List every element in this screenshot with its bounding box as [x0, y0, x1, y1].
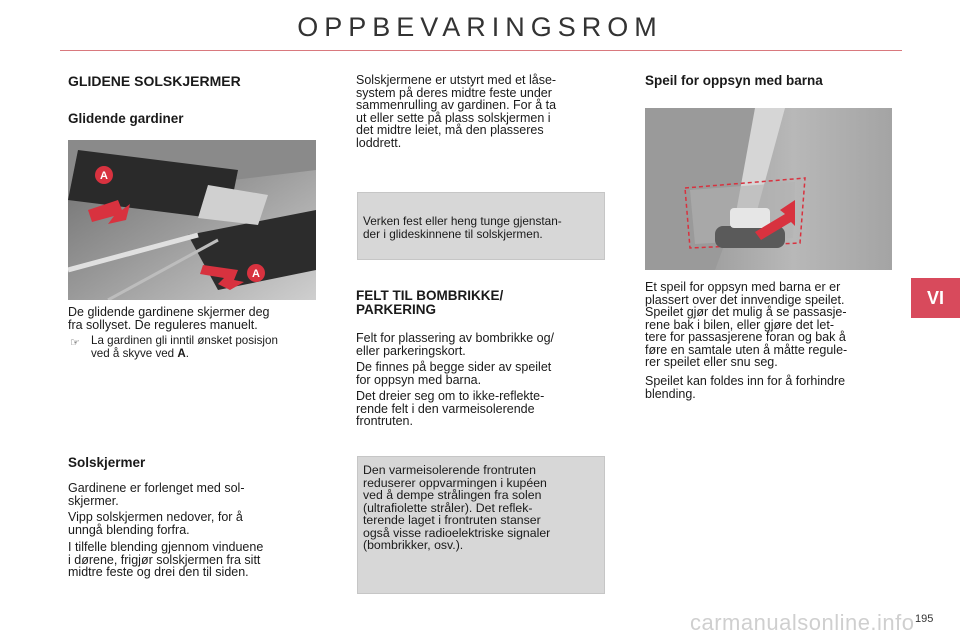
text-line: De glidende gardinene skjermer deg: [68, 305, 270, 319]
text-line: I tilfelle blending gjennom vinduene: [68, 540, 264, 554]
text-line: Felt for plassering av bombrikke og/: [356, 331, 555, 345]
text-line: rene bak i bilen, eller gjøre det let-: [645, 317, 834, 332]
text-line: blending.: [645, 386, 696, 401]
paragraph-sunscreens-extended: [68, 482, 316, 507]
text-line: også visse radioelektriske signaler: [363, 525, 551, 540]
text-line: frontruten.: [356, 414, 413, 428]
warning-note-box: [357, 192, 605, 260]
paragraph-toll-field: [356, 332, 603, 357]
text-line: Den varmeisolerende frontruten: [363, 463, 536, 477]
mirror-drawing: [645, 108, 892, 270]
section-heading-child-mirror: Speil for oppsyn med barna: [645, 73, 823, 88]
chapter-tab[interactable]: VI: [911, 278, 960, 318]
subheading-sliding-curtains: Glidende gardiner: [68, 111, 184, 126]
text-line: terende laget i frontruten stanser: [363, 513, 541, 527]
watermark: carmanualsonline.info: [690, 610, 915, 635]
text-line: føre en samtale uten å måtte regule-: [645, 342, 848, 357]
paragraph-curtains-intro: [68, 306, 316, 331]
paragraph-locking-system: [356, 74, 603, 149]
text-line: Verken fest eller heng tunge gjenstan-: [363, 214, 562, 228]
text-line: rer speilet eller snu seg.: [645, 355, 778, 369]
text-line: (bombrikker, osv.).: [363, 538, 464, 552]
text-line: midtre feste og drei den til siden.: [68, 565, 249, 579]
sunscreen-illustration: [68, 140, 316, 300]
text-line: skjermer.: [68, 493, 119, 508]
callout-ref-a: A: [177, 346, 186, 360]
title-divider: [60, 50, 902, 51]
text-line: PARKERING: [356, 302, 437, 317]
page-title: OPPBEVARINGSROM: [297, 12, 663, 42]
text-line: La gardinen gli inntil ønsket posisjon: [91, 334, 278, 347]
paragraph-tilt-sunscreen: [68, 511, 316, 536]
text-line: Det dreier seg om to ikke-reflekte-: [356, 389, 545, 403]
text-line: ut eller sette på plass solskjermen i: [356, 110, 551, 125]
text-line: reduserer oppvarmingen i kupéen: [363, 475, 547, 490]
info-note-text: [363, 464, 599, 552]
text-line: ved å dempe strålingen fra solen: [363, 488, 542, 502]
child-mirror-illustration: [645, 108, 892, 270]
text-line: eller parkeringskort.: [356, 343, 466, 358]
text-line: FELT TIL BOMBRIKKE/: [356, 288, 504, 303]
paragraph-mirror-location: [645, 281, 892, 369]
text-line: unngå blending forfra.: [68, 522, 190, 537]
text-line: Speilet kan foldes inn for å forhindre: [645, 374, 846, 388]
paragraph-both-sides: [356, 361, 603, 386]
text-line: fra sollyset. De reguleres manuelt.: [68, 317, 258, 332]
text-line: Gardinene er forlenget med sol-: [68, 481, 245, 495]
callout-a-top: A: [100, 170, 108, 182]
text-line: tere for passasjerene foran og bak å: [645, 330, 846, 344]
text-line: Et speil for oppsyn med barna er er: [645, 280, 841, 294]
subheading-sunscreens: Solskjermer: [68, 455, 146, 470]
text-line: der i glideskinnene til solskjermen.: [363, 226, 543, 241]
text-line: rende felt i den varmeisolerende: [356, 401, 535, 416]
hand-pointer-icon: ☞: [70, 337, 80, 349]
text-line: for oppsyn med barna.: [356, 372, 482, 387]
section-heading-toll-parking: [356, 289, 503, 317]
callout-a-bottom: A: [252, 268, 260, 280]
warning-note-text: [363, 215, 599, 240]
text-line: system på deres midtre feste under: [356, 85, 552, 100]
paragraph-side-glare: [68, 541, 316, 579]
text-line: (ultrafiolette stråler). Det reflek-: [363, 500, 533, 515]
text-line: det midtre leiet, må den plasseres: [356, 123, 544, 137]
text-line: Solskjermene er utstyrt med et låse-: [356, 73, 557, 87]
text-line: plassert over det innvendige speilet.: [645, 292, 845, 307]
info-note-box: [357, 456, 605, 594]
paragraph-mirror-fold: [645, 375, 892, 400]
bullet-slide-curtain: [91, 335, 317, 360]
text-line: sammenrulling av gardinen. For å ta: [356, 98, 557, 112]
section-heading-sliding-sunscreens: GLIDENE SOLSKJERMER: [68, 73, 241, 89]
text-line: ved å skyve ved A.: [91, 346, 189, 360]
page-number: 195: [915, 613, 934, 625]
text-line: i dørene, frigjør solskjermen fra sitt: [68, 552, 261, 567]
sunscreen-drawing: [68, 140, 316, 300]
text-line: Speilet gjør det mulig å se passasje-: [645, 305, 847, 319]
text-line: Vipp solskjermen nedover, for å: [68, 510, 243, 524]
text-line: loddrett.: [356, 135, 402, 150]
text-line: De finnes på begge sider av speilet: [356, 360, 552, 374]
paragraph-non-reflective: [356, 390, 603, 428]
